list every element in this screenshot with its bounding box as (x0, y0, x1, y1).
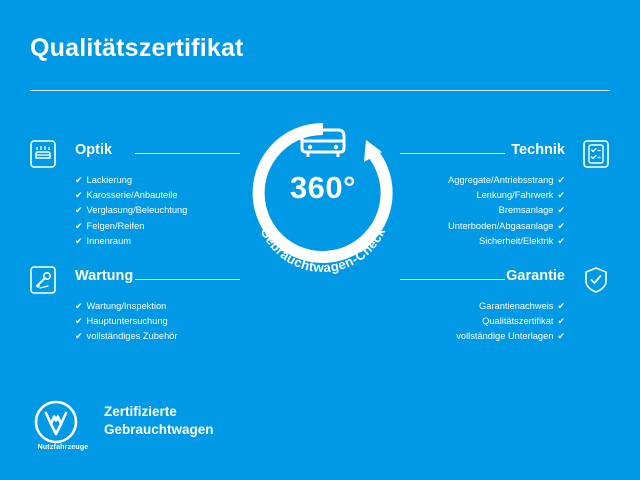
360-check-badge (243, 108, 403, 298)
car-wash-icon (30, 140, 56, 168)
check-icon: ✔ (557, 331, 565, 342)
vw-logo-icon (34, 400, 78, 444)
arc-label (243, 108, 403, 298)
list-item-label: Lackierung (86, 175, 133, 185)
checklist-icon (583, 140, 609, 168)
check-icon: ✔ (557, 220, 565, 231)
section-header (400, 268, 565, 290)
section-list (75, 299, 240, 345)
section-list (400, 173, 565, 249)
list-item (75, 234, 240, 249)
section-divider (135, 153, 240, 154)
list-item (400, 234, 565, 249)
section-title: Technik (511, 142, 565, 158)
list-item-label: Qualitätszertifikat (482, 316, 554, 327)
check-icon: ✔ (75, 190, 83, 201)
list-item (400, 203, 565, 218)
list-item-label: Sicherheit/Elektrik (479, 235, 554, 246)
list-item-label: Innenraum (86, 235, 131, 246)
check-icon: ✔ (557, 301, 565, 311)
page-title: Qualitätszertifikat (30, 34, 244, 62)
check-icon: ✔ (557, 316, 565, 327)
list-item (400, 299, 565, 314)
section-list (400, 299, 565, 345)
section-technik (400, 142, 565, 249)
list-item (400, 173, 565, 188)
list-item (75, 219, 240, 234)
section-title: Wartung (75, 268, 134, 284)
check-icon: ✔ (557, 190, 565, 201)
list-item (400, 314, 565, 329)
check-icon: ✔ (75, 316, 83, 327)
section-title: Optik (75, 142, 113, 158)
list-item-label: Karosserie/Anbauteile (86, 190, 178, 201)
list-item (75, 299, 240, 314)
service-tools-icon (30, 266, 56, 294)
footer-text (104, 403, 214, 439)
list-item (400, 219, 565, 234)
section-title: Garantie (506, 268, 565, 284)
section-header (400, 142, 565, 164)
arc-label-text: Gebrauchtwagen-Check (257, 224, 389, 276)
list-item (75, 203, 240, 218)
list-item (400, 188, 565, 203)
footer-line-1: Zertifizierte (104, 404, 177, 419)
list-item-label: Bremsanlage (498, 205, 554, 216)
vw-logo-subtitle: Nutzfahrzeuge (37, 444, 89, 451)
section-header (75, 142, 240, 164)
list-item-label: Lenkung/Fahrwerk (476, 190, 554, 201)
section-list (75, 173, 240, 249)
check-icon: ✔ (75, 175, 83, 185)
check-icon: ✔ (75, 220, 83, 231)
list-item (75, 329, 240, 344)
list-item-label: Verglasung/Beleuchtung (86, 205, 188, 216)
list-item (75, 173, 240, 188)
list-item (75, 188, 240, 203)
check-icon: ✔ (75, 235, 83, 246)
list-item (400, 329, 565, 344)
list-item-label: Garantienachweis (479, 301, 554, 311)
section-divider (135, 279, 240, 280)
list-item-label: Unterboden/Abgasanlage (448, 220, 554, 231)
shield-check-icon (583, 266, 609, 294)
footer-line-2: Gebrauchtwagen (104, 422, 214, 437)
title-divider (30, 90, 610, 91)
svg-text:Gebrauchtwagen-Check (257, 225, 388, 275)
check-icon: ✔ (557, 175, 565, 185)
list-item (75, 314, 240, 329)
section-divider (400, 279, 505, 280)
section-garantie (400, 268, 565, 345)
list-item-label: Felgen/Reifen (86, 220, 145, 231)
list-item-label: vollständiges Zubehör (86, 331, 178, 342)
section-header (75, 268, 240, 290)
check-icon: ✔ (75, 331, 83, 342)
vw-logo (30, 400, 96, 456)
degree-label: 360° (289, 170, 357, 205)
list-item-label: Hauptuntersuchung (86, 316, 168, 327)
section-divider (400, 153, 505, 154)
check-icon: ✔ (557, 205, 565, 216)
check-icon: ✔ (75, 301, 83, 311)
list-item-label: Wartung/Inspektion (86, 301, 167, 311)
section-wartung (75, 268, 240, 345)
list-item-label: Aggregate/Antriebsstrang (448, 175, 554, 185)
check-icon: ✔ (75, 205, 83, 216)
check-icon: ✔ (557, 235, 565, 246)
list-item-label: vollständige Unterlagen (456, 331, 554, 342)
section-optik (75, 142, 240, 249)
